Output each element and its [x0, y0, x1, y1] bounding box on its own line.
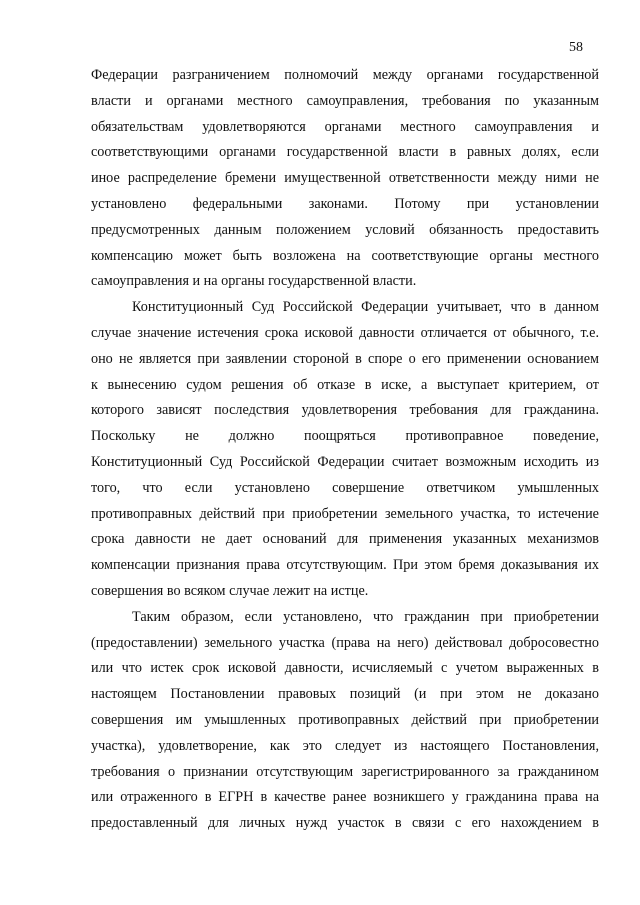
paragraph-2-line-9: противоправных действий при приобретении земельного участка, то истечение: [91, 505, 599, 522]
paragraph-2-line-7: Конституционный Суд Российской Федерации считает возможным исходить из: [91, 453, 599, 470]
paragraph-2-line-4: к вынесению судом решения об отказе в иске, а выступает критерием, от: [91, 376, 599, 393]
paragraph-2-line-2: случае значение истечения срока исковой давности отличается от обычного, т.е.: [91, 324, 599, 341]
paragraph-1-line-4: соответствующими органами государственной власти в равных долях, если: [91, 144, 599, 161]
paragraph-3-line-8: или отраженного в ЕГРН в качестве ранее возникшего у гражданина права на: [91, 789, 599, 806]
paragraph-1-line-7: предусмотренных данным положением условий обязанность предоставить: [91, 221, 599, 238]
paragraph-1: [91, 63, 599, 295]
paragraph-1-line-1: Федерации разграничением полномочий между органами государственной: [91, 67, 599, 83]
document-body: [91, 63, 599, 837]
paragraph-3-line-4: настоящем Постановлении правовых позиций (и при этом не доказано: [91, 686, 599, 703]
paragraph-2-line-8: того, что если установлено совершение ответчиком умышленных: [91, 479, 599, 496]
paragraph-2-line-1: Конституционный Суд Российской Федерации учитывает, что в данном: [132, 299, 599, 316]
paragraph-3-line-5: совершения им умышленных противоправных действий при приобретении: [91, 711, 599, 728]
paragraph-3: [91, 605, 599, 837]
page-number: 58: [569, 40, 583, 55]
paragraph-2-line-6: Поскольку не должно поощряться противоправное поведение,: [91, 428, 599, 445]
paragraph-2-line-12: совершения во всяком случае лежит на истце.: [91, 582, 369, 599]
paragraph-3-line-3: или что истек срок исковой давности, исчисляемый с учетом выраженных в: [91, 660, 599, 677]
paragraph-3-line-2: (предоставлении) земельного участка (права на него) действовал добросовестно: [91, 634, 599, 651]
paragraph-2-line-11: компенсации признания права отсутствующим. При этом бремя доказывания их: [91, 557, 599, 574]
paragraph-2-line-5: которого зависят последствия удовлетворения требования для гражданина.: [91, 402, 599, 419]
paragraph-1-line-3: обязательствам удовлетворяются органами местного самоуправления и: [91, 118, 599, 135]
paragraph-3-line-7: требования о признании отсутствующим зарегистрированного за гражданином: [91, 763, 599, 780]
paragraph-3-line-9: предоставленный для личных нужд участок в связи с его нахождением в: [91, 815, 599, 832]
paragraph-3-line-1: Таким образом, если установлено, что гражданин при приобретении: [132, 608, 599, 625]
paragraph-1-line-6: установлено федеральными законами. Потому при установлении: [91, 195, 599, 212]
paragraph-2-line-3: оно не является при заявлении стороной в споре о его применении основанием: [91, 350, 599, 367]
paragraph-1-line-9: самоуправления и на органы государственной власти.: [91, 273, 417, 290]
paragraph-1-line-2: власти и органами местного самоуправления, требования по указанным: [91, 92, 599, 109]
paragraph-2: [91, 295, 599, 605]
paragraph-1-line-8: компенсацию может быть возложена на соответствующие органы местного: [91, 247, 599, 264]
paragraph-2-line-10: срока давности не дает оснований для применения указанных механизмов: [91, 531, 599, 548]
paragraph-3-line-6: участка), удовлетворение, как это следует из настоящего Постановления,: [91, 737, 599, 754]
paragraph-1-line-5: иное распределение бремени имущественной ответственности между ними не: [91, 170, 599, 187]
